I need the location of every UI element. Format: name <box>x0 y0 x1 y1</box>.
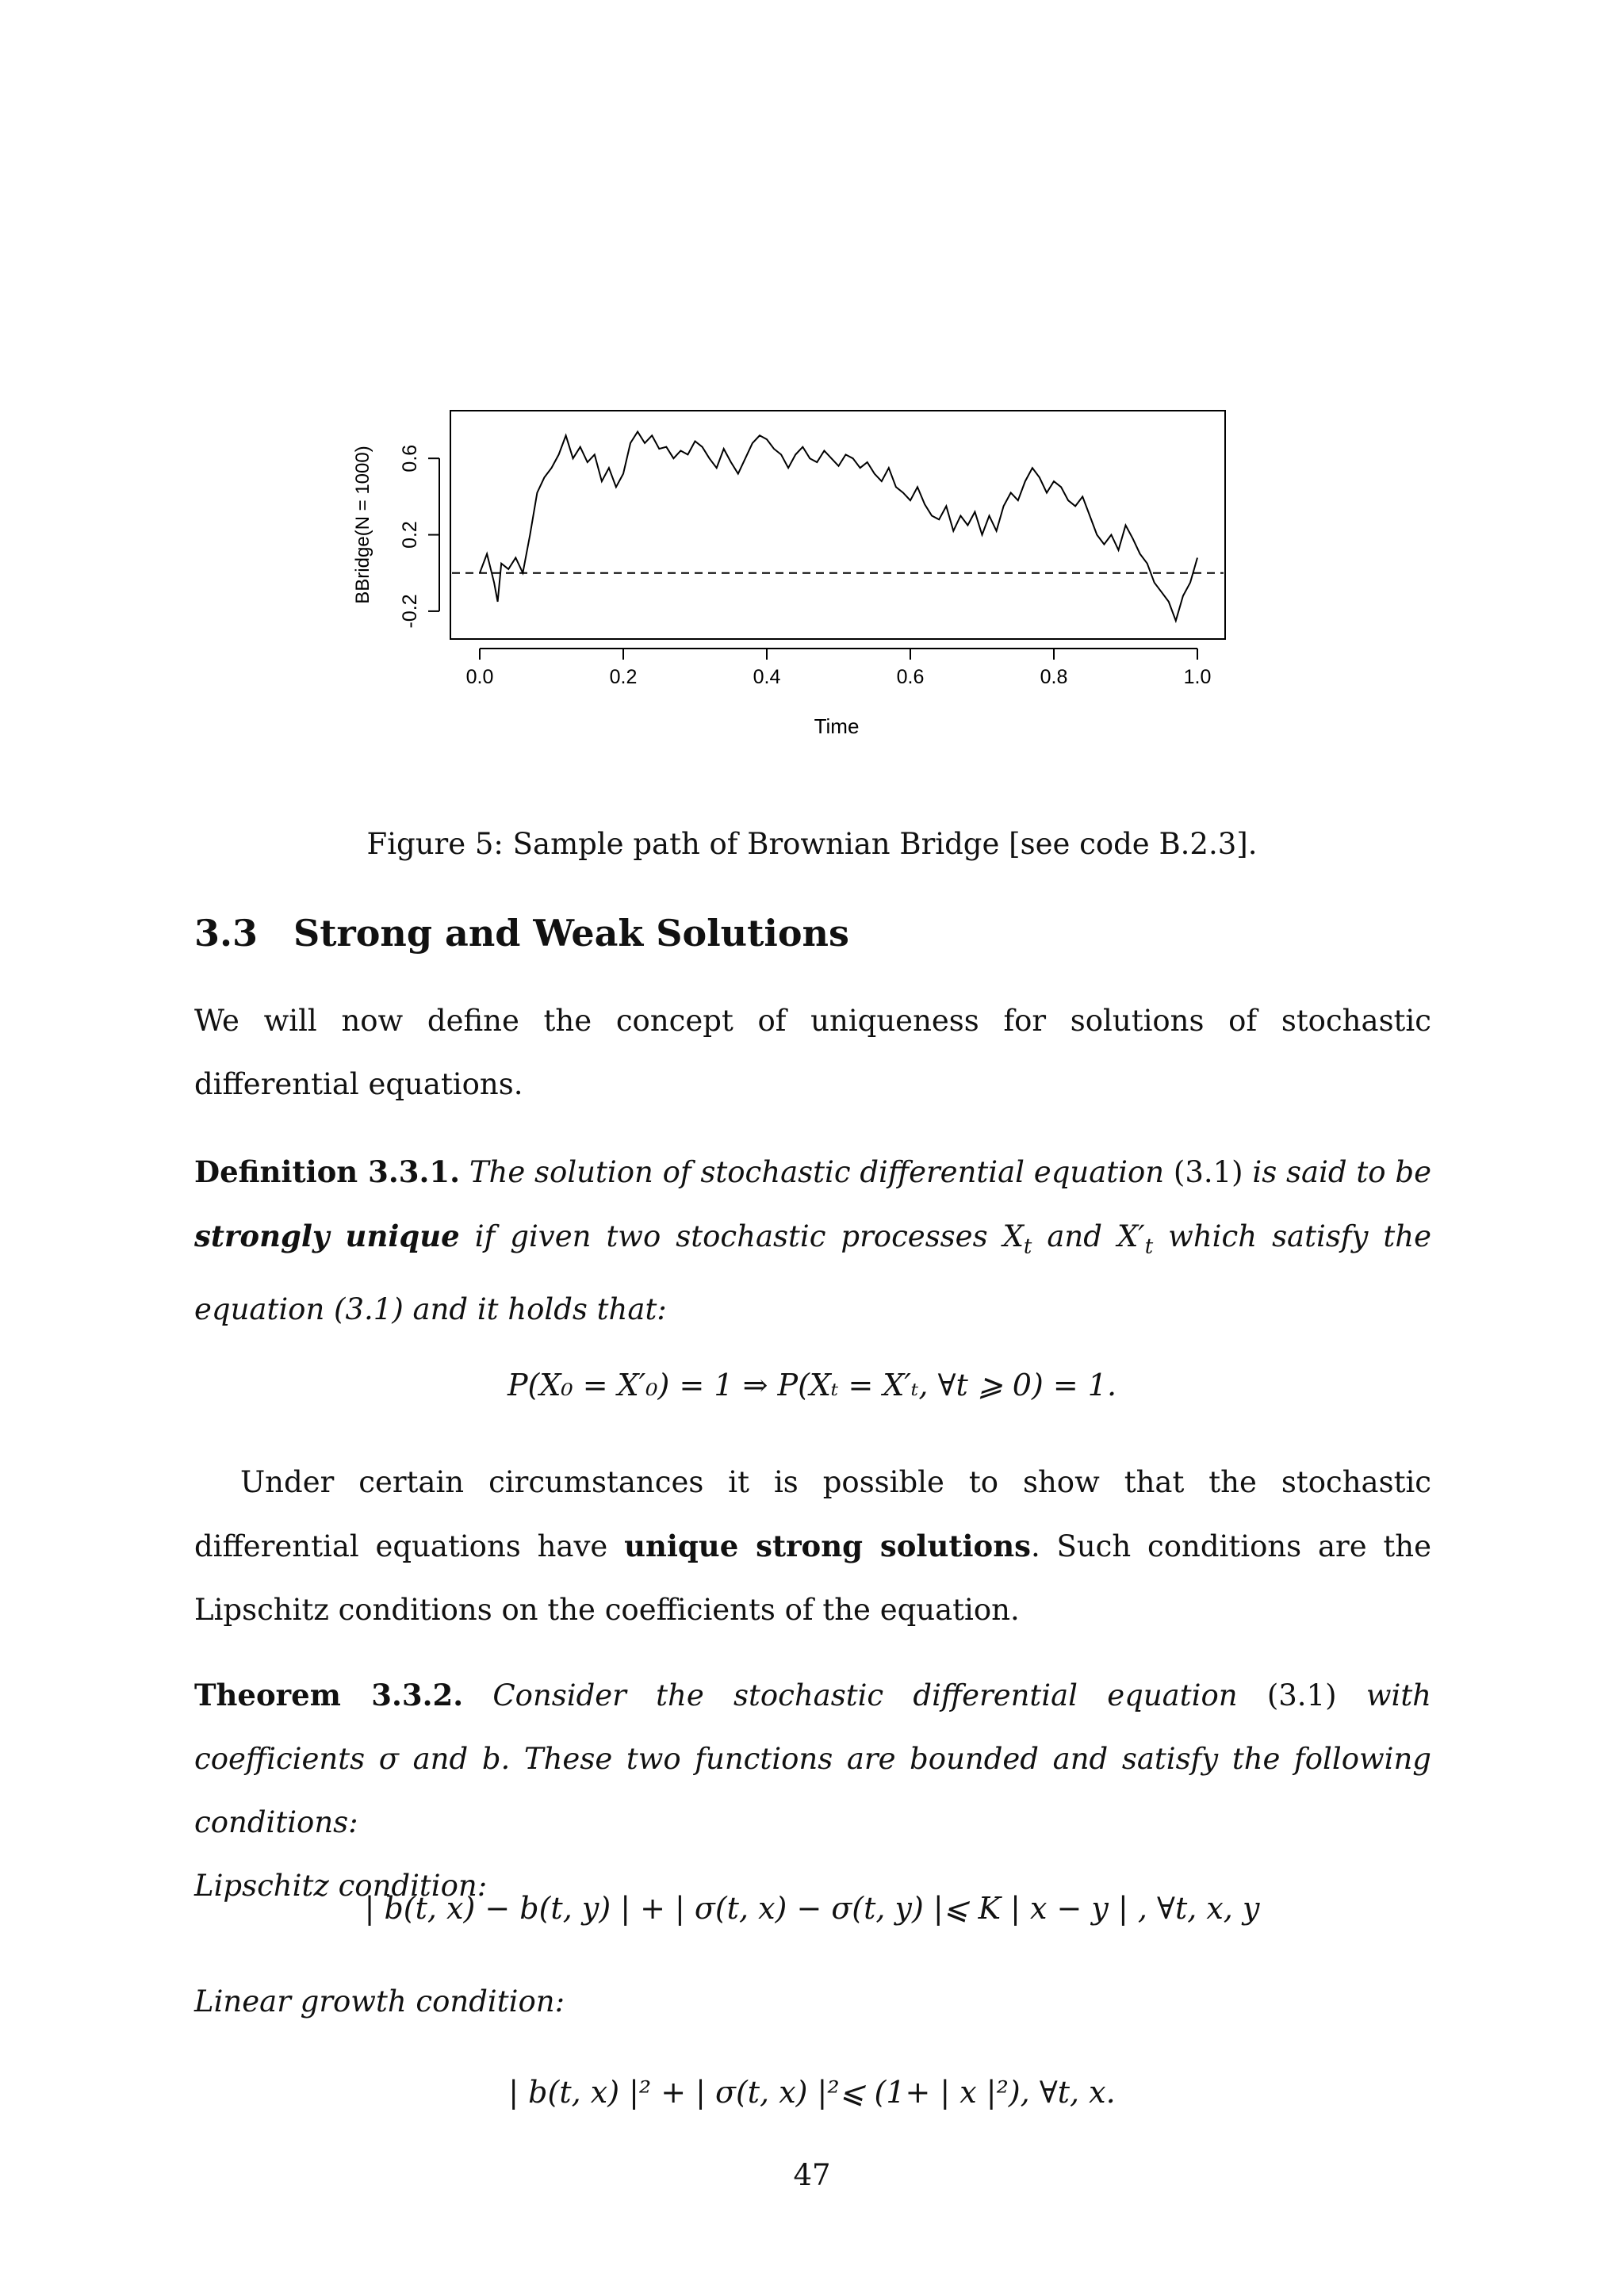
section-number: 3.3 <box>194 912 259 955</box>
theorem-block <box>194 1663 1431 1918</box>
y-tick-label: 0.2 <box>399 521 421 549</box>
theorem-label: Theorem 3.3.2. <box>194 1678 464 1712</box>
chart-svg <box>341 396 1245 753</box>
bridge-series-line <box>480 432 1197 622</box>
lipschitz-label: Lipschitz condition: <box>194 1869 488 1903</box>
section-heading <box>194 912 849 955</box>
section-title: Strong and Weak Solutions <box>293 912 849 955</box>
figure-caption: Figure 5: Sample path of Brownian Bridge [see code B.2.3]. <box>366 827 1258 861</box>
theorem-text-a: Consider the stochastic differential equation <box>492 1678 1238 1712</box>
y-axis-label: BBridge(N = 1000) <box>352 446 373 604</box>
definition-block: Definition 3.3.1. The solution of stochastic differential equation (3.1) is said to be strongly unique if given two stochastic processes $X_t$ and $X'_t$ which satisfy the equation (3.1) and it holds that: <box>194 1154 1432 1327</box>
x-tick-label: 1.0 <box>1183 666 1212 688</box>
definition-ref: (3.1) <box>1173 1155 1243 1189</box>
theorem-ref: (3.1) <box>1266 1678 1337 1712</box>
definition-text-a: The solution of stochastic differential equation <box>469 1155 1165 1189</box>
theorem-text-b: with coefficients σ and b. These two functions are bounded and satisfy the following conditions: <box>194 1678 1432 1839</box>
page-number: 47 <box>793 2158 831 2192</box>
equation-1: P(X₀ = X′₀) = 1 ⇒ P(Xₜ = X′ₜ, ∀t ⩾ 0) = 1. <box>507 1368 1117 1402</box>
definition-text-d: and X′ <box>1047 1219 1145 1253</box>
x-tick-label: 0.2 <box>609 666 638 688</box>
x-tick-label: 0.8 <box>1040 666 1068 688</box>
equation-3: | b(t, x) |² + | σ(t, x) |²⩽ (1+ | x |²), ∀t, x. <box>508 2075 1116 2110</box>
y-tick-label: -0.2 <box>399 594 421 629</box>
para2-bold: unique strong solutions <box>624 1529 1031 1563</box>
equation-2: | b(t, x) − b(t, y) | + | σ(t, x) − σ(t, y) |⩽ K | x − y | , ∀t, x, y <box>364 1891 1260 1926</box>
linear-growth-label: Linear growth condition: <box>194 1984 565 2019</box>
para2-text-a: Under certain circumstances it is possible to show that the stochastic differential equations have <box>194 1465 1431 1563</box>
y-tick-label: 0.6 <box>399 444 421 473</box>
para2-text-b: . Such conditions are the Lipschitz conditions on the coefficients of the equation. <box>194 1529 1431 1627</box>
definition-text-b: is said to be <box>1252 1155 1431 1189</box>
x-axis-label: Time <box>814 714 860 738</box>
plot-frame <box>450 411 1225 639</box>
x-tick-label: 0.4 <box>753 666 781 688</box>
x-tick-label: 0.6 <box>896 666 925 688</box>
definition-text-e: which satisfy the equation (3.1) and it holds that: <box>194 1219 1432 1327</box>
intro-paragraph: We will now define the concept of uniqueness for solutions of stochastic differential equations. <box>194 1004 1431 1101</box>
definition-emph: strongly unique <box>194 1219 460 1253</box>
paragraph-2 <box>194 1451 1431 1642</box>
brownian-bridge-chart <box>341 396 1245 753</box>
x-tick-label: 0.0 <box>465 666 494 688</box>
definition-text-c: if given two stochastic processes X <box>474 1219 1024 1253</box>
definition-label: Definition 3.3.1. <box>194 1154 461 1189</box>
